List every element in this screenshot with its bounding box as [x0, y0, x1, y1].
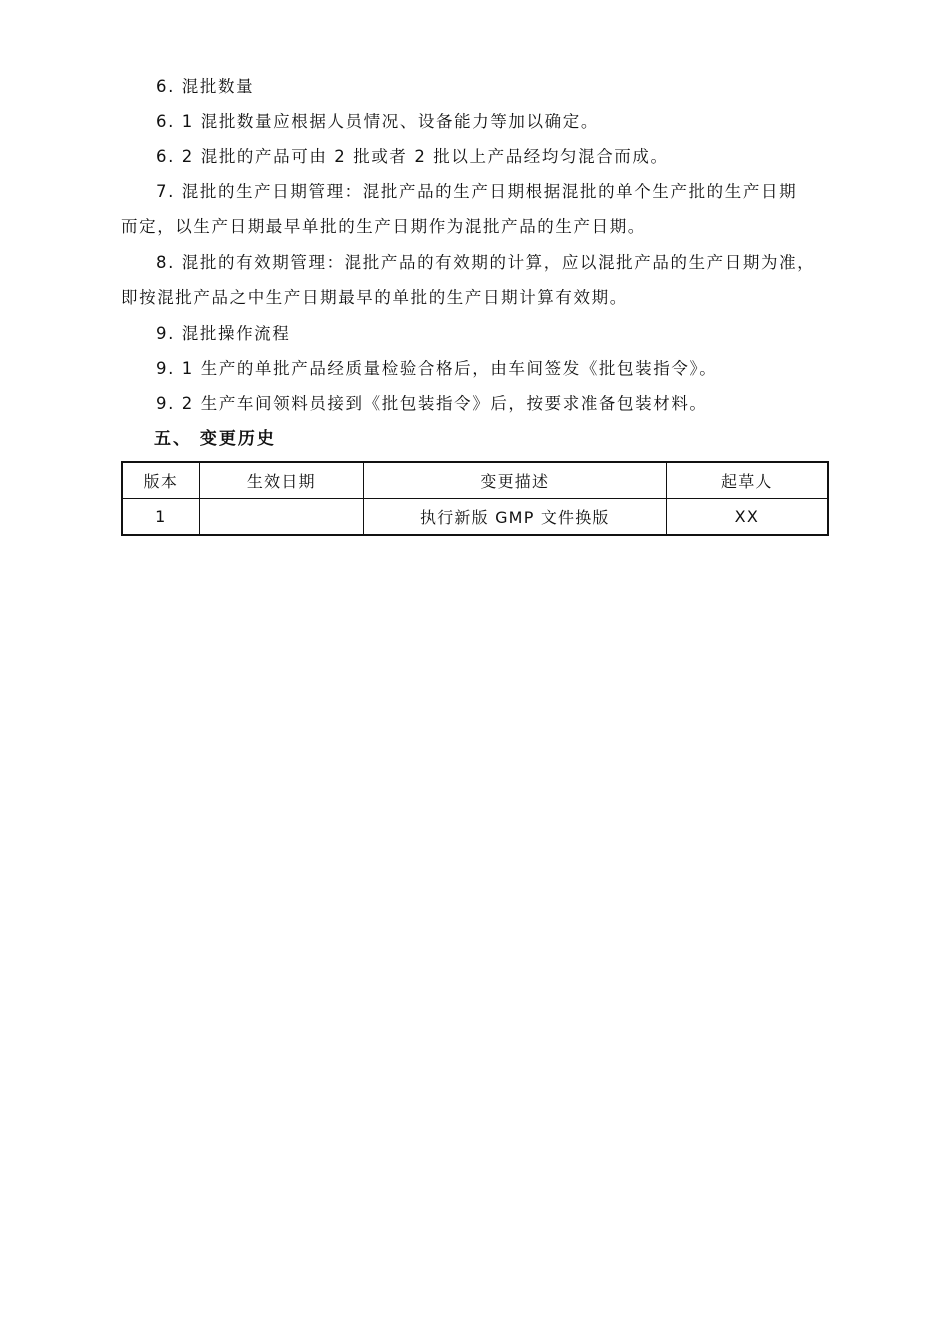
para-8-line2: 即按混批产品之中生产日期最早的单批的生产日期计算有效期。: [121, 288, 628, 307]
para-9-title: 9. 混批操作流程: [156, 324, 291, 343]
para-6-2: 6. 2 混批的产品可由 2 批或者 2 批以上产品经均匀混合而成。: [156, 147, 669, 166]
para-9-2: 9. 2 生产车间领料员接到《批包装指令》后，按要求准备包装材料。: [156, 394, 708, 413]
para-7-line1: 7. 混批的生产日期管理：混批产品的生产日期根据混批的单个生产批的生产日期: [156, 182, 798, 201]
table-row: [122, 499, 828, 536]
header-drafter: 起草人: [666, 462, 828, 499]
cell-change-description: 执行新版 GMP 文件换版: [363, 499, 666, 536]
para-6-1: 6. 1 混批数量应根据人员情况、设备能力等加以确定。: [156, 112, 599, 131]
section-heading-change-history: 五、 变更历史: [154, 429, 276, 449]
para-8-line1: 8. 混批的有效期管理：混批产品的有效期的计算，应以混批产品的生产日期为准，: [156, 253, 816, 272]
header-version: 版本: [122, 462, 199, 499]
header-change-description: 变更描述: [363, 462, 666, 499]
para-6-title: 6. 混批数量: [156, 77, 255, 96]
para-7-line2: 而定，以生产日期最早单批的生产日期作为混批产品的生产日期。: [121, 217, 646, 236]
header-effective-date: 生效日期: [199, 462, 363, 499]
cell-effective-date: [199, 499, 363, 536]
table-header-row: [122, 462, 828, 499]
cell-version: 1: [122, 499, 199, 536]
cell-drafter: XX: [666, 499, 828, 536]
para-9-1: 9. 1 生产的单批产品经质量检验合格后，由车间签发《批包装指令》。: [156, 359, 718, 378]
change-history-table: [121, 461, 829, 536]
